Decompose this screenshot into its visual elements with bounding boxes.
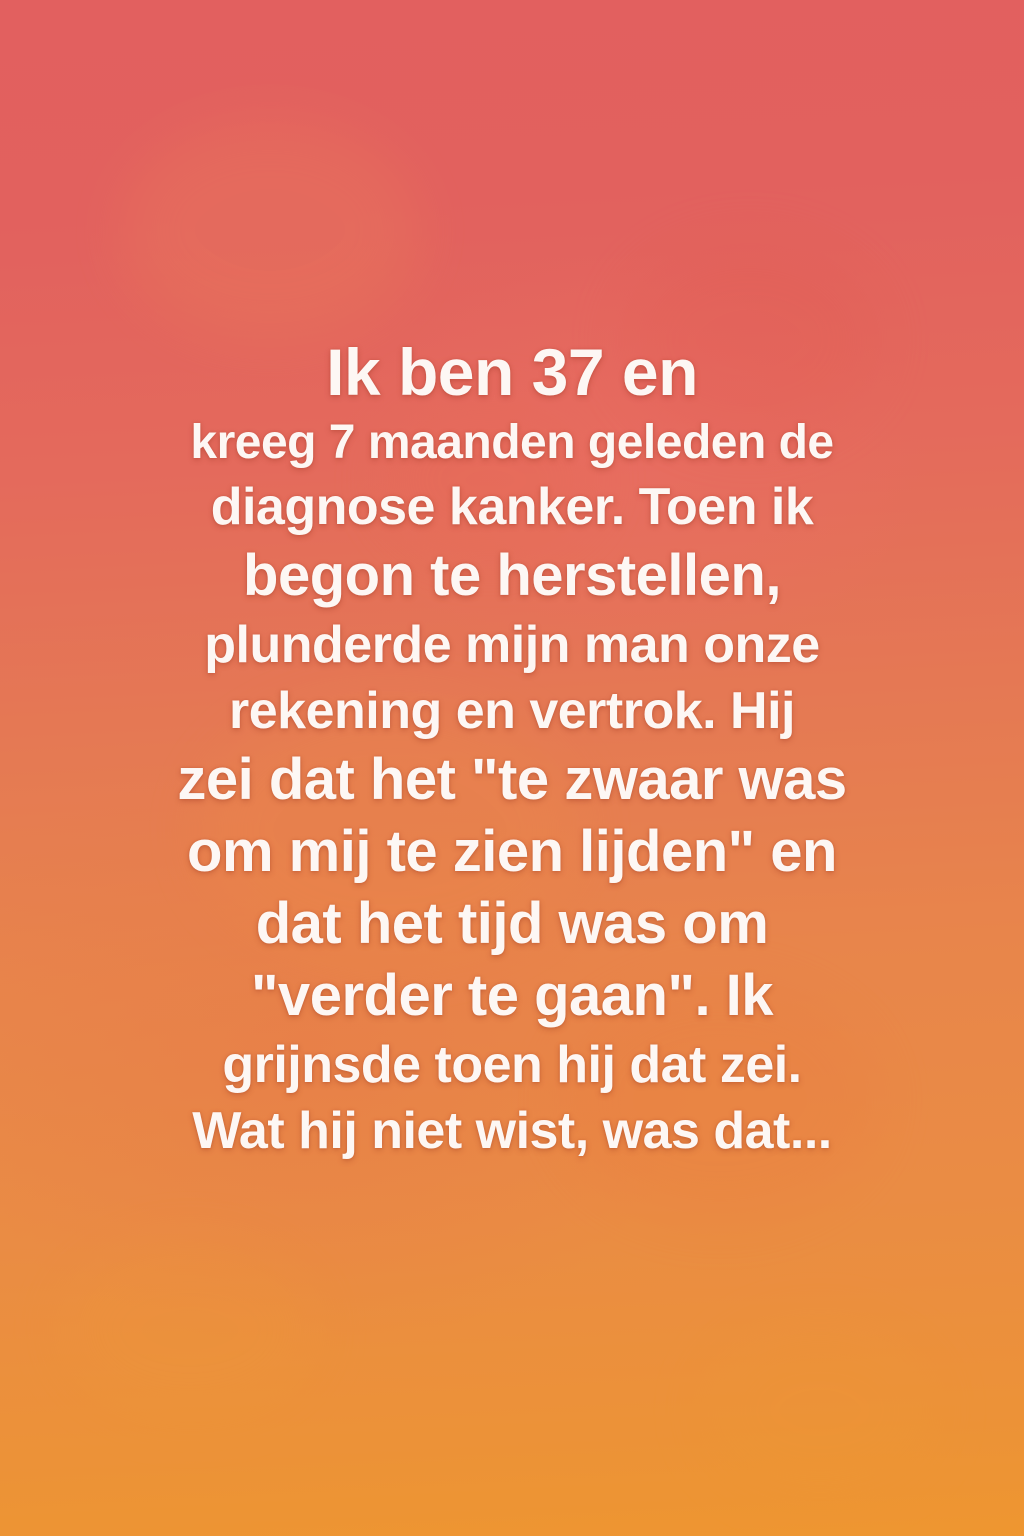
story-line: Ik ben 37 en <box>326 335 698 409</box>
story-line: zei dat het "te zwaar was <box>177 747 847 812</box>
story-line: "verder te gaan". Ik <box>250 963 774 1028</box>
story-line: Wat hij niet wist, was dat... <box>192 1102 832 1160</box>
story-line: om mij te zien lijden" en <box>187 819 837 884</box>
story-line: kreeg 7 maanden geleden de <box>190 416 834 469</box>
story-line: dat het tijd was om <box>255 891 769 956</box>
story-line: diagnose kanker. Toen ik <box>210 478 814 536</box>
story-line: begon te herstellen, <box>243 543 781 608</box>
story-line: grijnsde toen hij dat zei. <box>222 1036 802 1094</box>
story-line: plunderde mijn man onze <box>204 616 820 674</box>
story-line: rekening en vertrok. Hij <box>229 682 795 740</box>
